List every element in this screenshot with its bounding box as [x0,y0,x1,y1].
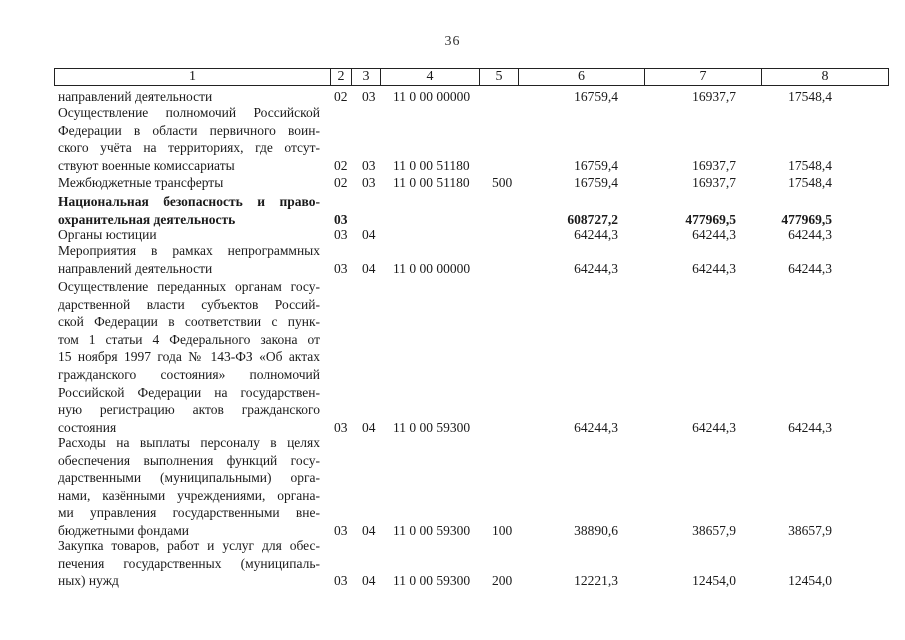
cell-col-8: 17548,4 [788,89,832,104]
description-line: Межбюджетные трансферты [58,175,224,190]
row-description [58,226,320,244]
description-line: ской Федерации в соответствии с пунк- [58,314,320,330]
cell-col-2: 03 [334,419,348,435]
description-line: охранительная деятельность [58,211,236,227]
cell-col-8: 12454,0 [788,573,832,589]
cell-col-6: 16759,4 [574,157,618,173]
description-line: ствуют военные комиссариаты [58,157,235,173]
cell-col-6: 38890,6 [574,523,618,538]
row-description [58,88,320,106]
row-description [58,434,320,540]
cell-col-7: 38657,9 [692,523,736,538]
description-line: бюджетными фондами [58,522,189,538]
cell-col-7: 477969,5 [685,211,736,227]
cell-col-4: 11 0 00 51180 [393,175,470,190]
description-line: Закупка товаров, работ и услуг для обес- [58,538,320,553]
header-col-7: 7 [645,69,762,86]
cell-col-4: 11 0 00 59300 [393,573,471,589]
description-line: Осуществление переданных органам госу- [58,279,320,294]
description-line: Осуществление полномочий Российской [58,105,320,120]
cell-col-6: 64244,3 [574,260,618,276]
header-col-4: 4 [381,69,480,86]
description-line: Органы юстиции [58,227,157,242]
cell-col-2: 03 [334,227,348,242]
cell-col-7: 64244,3 [692,260,736,276]
cell-col-7: 64244,3 [692,419,736,435]
cell-col-2: 03 [334,573,348,589]
cell-col-2: 03 [334,260,348,276]
description-line: Национальная безопасность и право- [58,194,320,209]
header-col-5: 5 [480,69,519,86]
description-line: дарственными (муниципальными) орга- [58,470,320,486]
row-description [58,278,320,436]
description-line: Расходы на выплаты персоналу в целях [58,435,320,450]
cell-col-4: 11 0 00 51180 [393,157,470,173]
row-description [58,537,320,590]
cell-col-5: 200 [492,573,513,589]
row-description [58,174,320,192]
cell-col-3: 04 [362,260,376,276]
page-number: 36 [444,34,461,49]
cell-col-2: 02 [334,175,348,190]
description-line: гражданского состояния» полномочий [58,366,320,382]
description-line: обеспечения выполнения функций госу- [58,452,320,468]
cell-col-7: 16937,7 [692,157,736,173]
cell-col-8: 64244,3 [788,260,832,276]
cell-col-8: 64244,3 [788,227,832,242]
cell-col-4: 11 0 00 00000 [393,89,471,104]
cell-col-6: 608727,2 [567,211,618,227]
description-line: ных) нужд [58,573,119,589]
cell-col-7: 16937,7 [692,89,736,104]
description-line: направлений деятельности [58,260,213,276]
cell-col-8: 38657,9 [788,523,832,538]
cell-col-2: 02 [334,157,348,173]
header-col-8: 8 [762,69,889,86]
cell-col-2: 02 [334,89,348,104]
cell-col-6: 12221,3 [574,573,618,589]
description-line: Федерации в области первичного воин- [58,122,320,138]
description-line: состояния [58,419,117,435]
header-col-2: 2 [331,69,352,86]
description-line: ную регистрацию актов гражданского [58,402,320,418]
cell-col-5: 500 [492,175,513,190]
cell-col-3: 03 [362,89,376,104]
cell-col-6: 64244,3 [574,227,618,242]
description-line: нами, казёнными учреждениями, органа- [58,487,320,503]
cell-col-3: 04 [362,523,376,538]
description-line: ми управления государственными вне- [58,505,320,521]
cell-col-7: 16937,7 [692,175,736,190]
cell-col-4: 11 0 00 00000 [393,260,471,276]
cell-col-6: 16759,4 [574,175,618,190]
row-description [58,104,320,174]
cell-col-7: 12454,0 [692,573,736,589]
cell-col-2: 03 [334,211,348,227]
cell-col-8: 64244,3 [788,419,832,435]
description-line: том 1 статьи 4 Федерального закона от [58,331,320,347]
description-line: дарственной власти субъектов Россий- [58,296,320,312]
cell-col-3: 04 [362,573,376,589]
description-line: Российской Федерации на государствен- [58,384,320,400]
description-line: ского учёта на территориях, где отсут- [58,140,320,156]
description-line: Мероприятия в рамках непрограммных [58,243,320,258]
row-description [58,242,320,277]
cell-col-8: 17548,4 [788,175,832,190]
description-line: печения государственных (муниципаль- [58,555,320,571]
cell-col-3: 04 [362,419,376,435]
cell-col-8: 477969,5 [781,211,832,227]
header-col-6: 6 [519,69,645,86]
cell-col-4: 11 0 00 59300 [393,523,471,538]
cell-col-6: 64244,3 [574,419,618,435]
cell-col-3: 03 [362,157,376,173]
cell-col-5: 100 [492,523,513,538]
cell-col-3: 04 [362,227,376,242]
header-col-3: 3 [352,69,381,86]
description-line: направлений деятельности [58,89,213,104]
cell-col-6: 16759,4 [574,89,618,104]
description-line: 15 ноября 1997 года № 143-ФЗ «Об актах [58,349,320,365]
cell-col-4: 11 0 00 59300 [393,419,471,435]
row-description [58,193,320,228]
cell-col-3: 03 [362,175,376,190]
header-col-1: 1 [55,69,331,86]
cell-col-8: 17548,4 [788,157,832,173]
cell-col-7: 64244,3 [692,227,736,242]
cell-col-2: 03 [334,523,348,538]
